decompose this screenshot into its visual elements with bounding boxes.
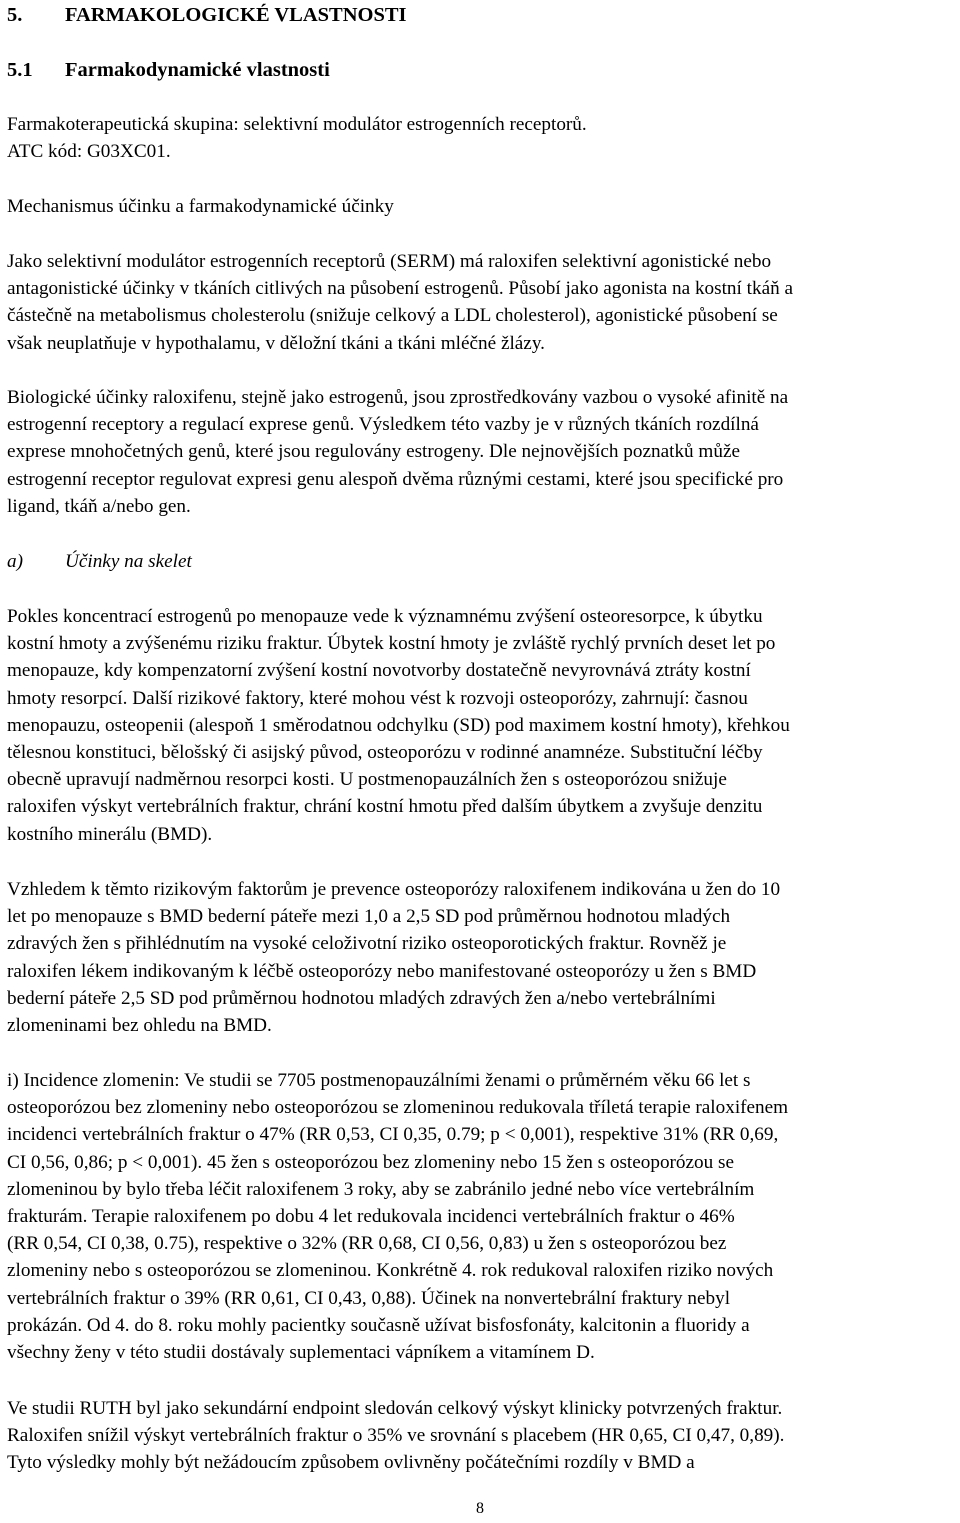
text-line: obecně upravují nadměrnou resorpci kosti. U postmenopauzálních žen s osteoporózou snižuje bbox=[7, 769, 727, 791]
text-line: Biologické účinky raloxifenu, stejně jako estrogenů, jsou zprostředkovány vazbou o vysoké afinitě na bbox=[7, 387, 789, 408]
skeleton-title: Účinky na skelet bbox=[65, 551, 192, 572]
text-line: let po menopauze s BMD bederní páteře mezi 1,0 a 2,5 SD pod průměrnou hodnotou mladých bbox=[7, 906, 731, 928]
text-line: zlomeniny nebo s osteoporózou se zlomeninou. Konkrétně 4. rok redukoval raloxifen riziko nových bbox=[7, 1260, 774, 1282]
text-line: Ve studii RUTH byl jako sekundární endpoint sledován celkový výskyt klinicky potvrzených fraktur. bbox=[7, 1398, 783, 1419]
text-line: osteoporózou bez zlomeniny nebo osteoporózou se zlomeninou redukovala tříletá terapie raloxifenem bbox=[7, 1097, 789, 1119]
section-number: 5. bbox=[7, 4, 23, 26]
skeleton-subheading bbox=[7, 548, 192, 575]
text-line: tělesnou konstituci, bělošský či asijský původ, osteoporózu v rodinné anamnéze. Substituční léčby bbox=[7, 742, 763, 764]
text-line: Jako selektivní modulátor estrogenních receptorů (SERM) má raloxifen selektivní agonistické nebo bbox=[7, 251, 772, 272]
mechanism-heading-text: Mechanismus účinku a farmakodynamické účinky bbox=[7, 196, 394, 217]
text-line: Vzhledem k těmto rizikovým faktorům je prevence osteoporózy raloxifenem indikována u žen do 10 bbox=[7, 879, 781, 900]
paragraph-3 bbox=[7, 603, 953, 848]
classification-line: ATC kód: G03XC01. bbox=[7, 141, 171, 163]
text-line: vertebrálních fraktur o 39% (RR 0,61, CI 0,43, 0,88). Účinek na nonvertebrální fraktury nebyl bbox=[7, 1287, 731, 1309]
text-line: všechny ženy v této studii dostávaly suplementaci vápníkem a vitamínem D. bbox=[7, 1342, 595, 1364]
text-line: však neuplatňuje v hypothalamu, v děložní tkáni a tkáni mléčné žlázy. bbox=[7, 332, 545, 354]
paragraph-2 bbox=[7, 384, 953, 520]
classification-line: Farmakoterapeutická skupina: selektivní modulátor estrogenních receptorů. bbox=[7, 114, 587, 135]
text-line: incidenci vertebrálních fraktur o 47% (RR 0,53, CI 0,35, 0.79; p < 0,001), respektive 31% (RR 0,69, bbox=[7, 1124, 779, 1146]
text-line: antagonistické účinky v tkáních citlivých na působení estrogenů. Působí jako agonista na kostní tkáň a bbox=[7, 278, 793, 300]
page-number: 8 bbox=[476, 1500, 484, 1517]
text-line: CI 0,56, 0,86; p < 0,001). 45 žen s osteoporózou bez zlomeniny nebo 15 žen s osteoporózou se bbox=[7, 1151, 735, 1173]
text-line: menopauzu, osteopenii (alespoň 1 směrodatnou odchylku (SD) pod maximem kostní hmoty), křehkou bbox=[7, 714, 790, 736]
text-line: Tyto výsledky mohly být nežádoucím způsobem ovlivněny počátečními rozdíly v BMD a bbox=[7, 1452, 695, 1474]
text-line: exprese mnohočetných genů, které jsou regulovány estrogeny. Dle nejnovějších poznatků může bbox=[7, 441, 740, 463]
subsection-heading bbox=[7, 57, 330, 83]
text-line: kostní hmoty a zvýšenému riziku fraktur. Úbytek kostní hmoty je zvláště rychlý prvních deset let po bbox=[7, 633, 776, 655]
text-line: prokázán. Od 4. do 8. roku mohly pacientky současně užívat bisfosfonáty, kalcitonin a fluoridy a bbox=[7, 1314, 750, 1336]
text-line: i) Incidence zlomenin: Ve studii se 7705 postmenopauzálními ženami o průměrném věku 66 let s bbox=[7, 1070, 751, 1091]
subsection-number: 5.1 bbox=[7, 59, 33, 81]
text-line: menopauze, kdy kompenzatorní zvýšení kostní novotvorby dostatečně nevyrovnává ztráty kostní bbox=[7, 660, 751, 682]
classification-block bbox=[7, 111, 953, 165]
text-line: raloxifen výskyt vertebrálních fraktur, chrání kostní hmotu před dalším úbytkem a zvyšuje denzitu bbox=[7, 796, 763, 818]
paragraph-1 bbox=[7, 248, 953, 357]
text-line: částečně na metabolismus cholesterolu (snižuje celkový a LDL cholesterol), agonistické působení se bbox=[7, 305, 778, 327]
text-line: zlomeninami bez ohledu na BMD. bbox=[7, 1015, 272, 1037]
text-line: estrogenní receptory a regulací exprese genů. Výsledkem této vazby je v různých tkáních rozdílná bbox=[7, 414, 759, 436]
text-line: Pokles koncentrací estrogenů po menopauze vede k významnému zvýšení osteoresorpce, k úbytku bbox=[7, 606, 763, 627]
text-line: bederní páteře 2,5 SD pod průměrnou hodnotou mladých zdravých žen a/nebo vertebrálními bbox=[7, 987, 716, 1009]
text-line: frakturám. Terapie raloxifenem po dobu 4 let redukovala incidenci vertebrálních fraktur o 46% bbox=[7, 1206, 735, 1228]
paragraph-5 bbox=[7, 1067, 953, 1366]
section-heading bbox=[7, 2, 407, 28]
section-title: FARMAKOLOGICKÉ VLASTNOSTI bbox=[65, 4, 407, 26]
paragraph-4 bbox=[7, 876, 953, 1039]
text-line: zlomeninou by bylo třeba léčit raloxifenem 3 roky, aby se zabránilo jedné nebo více vertebrálním bbox=[7, 1178, 755, 1200]
text-line: kostního minerálu (BMD). bbox=[7, 823, 213, 845]
skeleton-label: a) bbox=[7, 551, 23, 572]
text-line: ligand, tkáň a/nebo gen. bbox=[7, 495, 191, 517]
paragraph-6 bbox=[7, 1395, 953, 1477]
text-line: hmoty resorpcí. Další rizikové faktory, které mohou vést k rozvoji osteoporózy, zahrnují: časnou bbox=[7, 687, 748, 709]
text-line: (RR 0,54, CI 0,38, 0.75), respektive o 32% (RR 0,68, CI 0,56, 0,83) u žen s osteoporózou bez bbox=[7, 1233, 727, 1255]
text-line: raloxifen lékem indikovaným k léčbě osteoporózy nebo manifestované osteoporózy u žen s BMD bbox=[7, 960, 757, 982]
subsection-title: Farmakodynamické vlastnosti bbox=[65, 59, 330, 81]
text-line: zdravých žen s přihlédnutím na vysoké celoživotní riziko osteoporotických fraktur. Rovněž je bbox=[7, 933, 727, 955]
text-line: estrogenní receptor regulovat expresi genu alespoň dvěma různými cestami, které jsou specifické pro bbox=[7, 468, 784, 490]
mechanism-heading bbox=[7, 193, 953, 220]
text-line: Raloxifen snížil výskyt vertebrálních fraktur o 35% ve srovnání s placebem (HR 0,65, CI 0,47, 0,89). bbox=[7, 1425, 785, 1447]
